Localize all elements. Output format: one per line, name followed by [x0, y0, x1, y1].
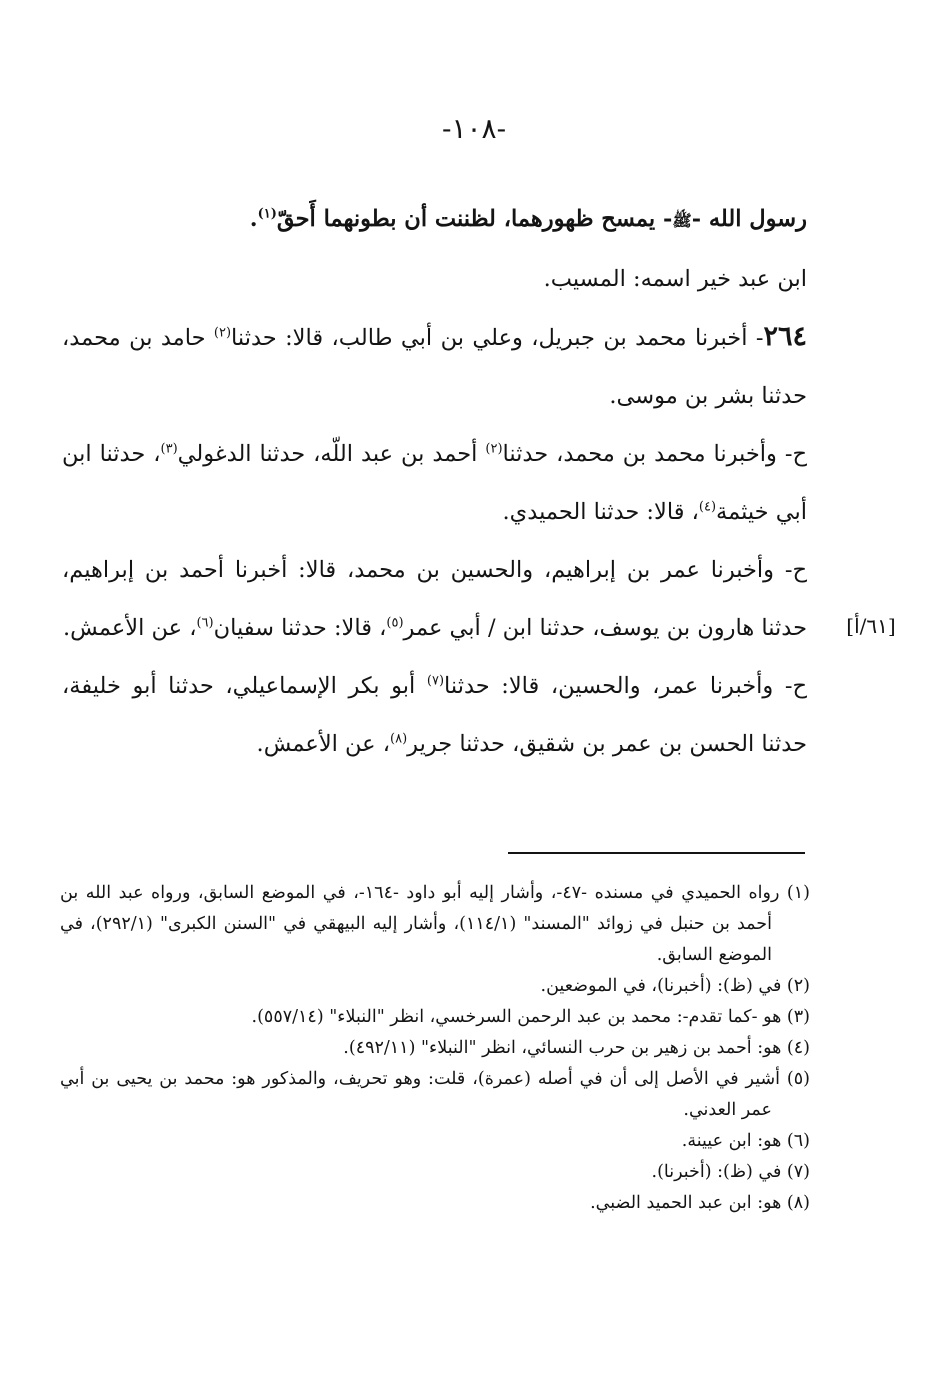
footnote-7: (٧) في (ظ): (أخبرنا).	[651, 1162, 810, 1182]
footnote-5: (٥) أشير في الأصل إلى أن في أصله (عمرة)، قلت: وهو تحريف، والمذكور هو: محمد بن يحيى بن أبي عمر العدني.	[60, 1069, 810, 1120]
footnote-4: (٤) هو: أحمد بن زهير بن حرب النسائي، انظر "النبلاء" (٤٩٢/١١).	[343, 1038, 810, 1058]
paragraph-2: ابن عبد خير اسمه: المسيب.	[543, 266, 807, 292]
paragraph-6-text-a: ح- وأخبرنا عمر، والحسين، قالا: حدثنا	[444, 673, 807, 699]
paragraph-1-end: .	[249, 206, 258, 232]
paragraph-1	[62, 190, 807, 250]
footnote-2: (٢) في (ظ): (أخبرنا)، في الموضعين.	[540, 976, 810, 996]
paragraph-3	[62, 308, 807, 425]
paragraph-3-text-b: حامد بن محمد، حدثنا بشر بن موسى.	[62, 325, 807, 409]
main-text	[62, 190, 807, 773]
paragraph-4-text-a: ح- وأخبرنا محمد بن محمد، حدثنا	[502, 441, 807, 467]
paragraph-1-text-b: - يمسح ظهورهما، لظننت أن بطونهما أَحقّ	[276, 206, 673, 232]
footnote-3: (٣) هو -كما تقدم-: محمد بن عبد الرحمن السرخسي، انظر "النبلاء" (٥٥٧/١٤).	[251, 1007, 810, 1027]
paragraph-4-text-b: أحمد بن عبد اللّه، حدثنا الدغولي	[177, 441, 486, 467]
footnote-ref: (١)	[257, 206, 277, 222]
paragraph-3-text-a: - أخبرنا محمد بن جبريل، وعلي بن أبي طالب، قالا: حدثنا	[231, 325, 764, 351]
manuscript-folio-marker: [٦١/أ]	[846, 614, 896, 638]
paragraph-4-text-c: ، حدثنا ابن أبي خيثمة	[62, 441, 807, 525]
paragraph-1-text-a: رسول الله -	[691, 206, 807, 232]
paragraph-6-text-b: أبو بكر الإسماعيلي، حدثنا أبو خليفة، حدثنا الحسن بن عمر بن شقيق، حدثنا جرير	[62, 673, 807, 757]
paragraph-5-text-b: ، قالا: حدثنا سفيان	[213, 615, 387, 641]
footnote-ref: (٤)	[698, 499, 717, 515]
hadith-number: ٢٦٤	[763, 321, 807, 352]
footnote-ref: (٢)	[485, 441, 503, 457]
paragraph-6	[62, 657, 807, 773]
footnote-1: (١) رواه الحميدي في مسنده -٤٧-، وأشار إليه أبو داود -١٦٤-، في الموضع السابق، ورواه عبد الله بن أحمد بن حنبل في زوائد "المسند" (١١٤/١)، وأشار إليه البيهقي في "السنن الكبرى" (٢٩٢/١)، في الموضع السابق.	[60, 883, 810, 965]
page-number: -١٠٨-	[441, 112, 507, 145]
paragraph-5-text-a: ح- وأخبرنا عمر بن إبراهيم، والحسين بن محمد، قالا: أخبرنا أحمد بن إبراهيم، حدثنا هارون بن يوسف، حدثنا ابن / أبي عمر	[62, 557, 807, 641]
footnote-divider	[508, 852, 805, 854]
paragraph-5-text-c: ، عن الأعمش.	[62, 615, 197, 641]
footnote-ref: (٨)	[390, 731, 408, 747]
footnote-ref: (٦)	[196, 615, 214, 631]
paragraph-4	[62, 425, 807, 541]
paragraph-4-text-d: ، قالا: حدثنا الحميدي.	[502, 499, 699, 525]
footnote-ref: (٣)	[160, 441, 178, 457]
footnote-ref: (٢)	[213, 325, 232, 341]
footnote-8: (٨) هو: ابن عبد الحميد الضبي.	[590, 1193, 810, 1213]
footnotes	[60, 878, 810, 1219]
footnote-ref: (٥)	[386, 615, 404, 631]
footnote-6: (٦) هو: ابن عيينة.	[681, 1131, 810, 1151]
paragraph-6-text-c: ، عن الأعمش.	[256, 731, 391, 757]
honorific-glyph: ﷺ	[672, 211, 692, 230]
paragraph-5	[62, 541, 807, 657]
footnote-ref: (٧)	[426, 673, 445, 689]
